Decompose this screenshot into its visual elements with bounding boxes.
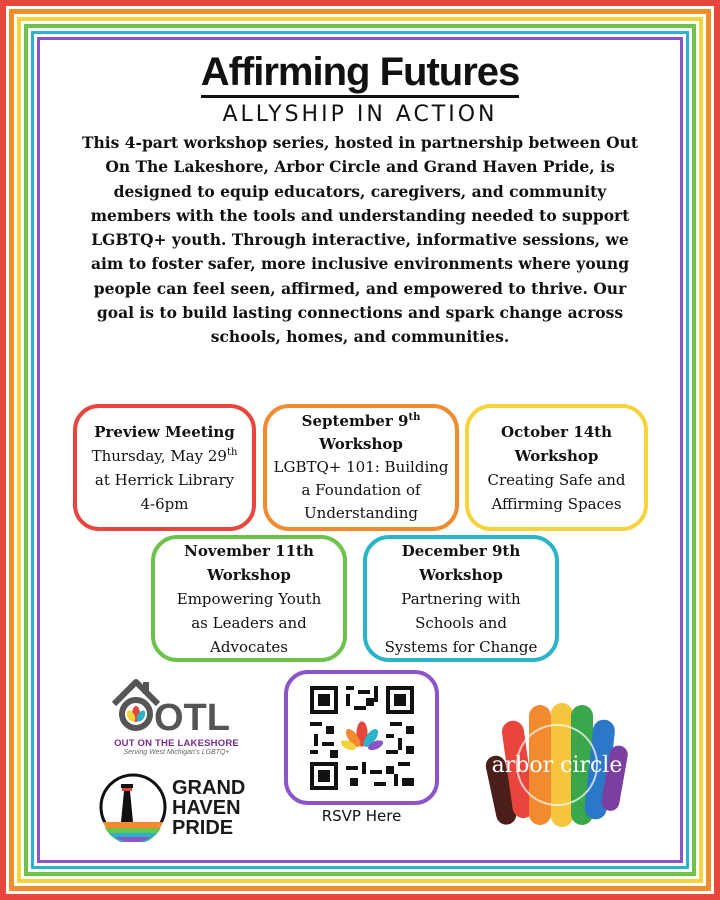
session-october	[465, 404, 648, 531]
session-topic-line: as Leaders and	[191, 613, 307, 632]
session-date: Thursday, May 29th	[91, 446, 238, 465]
session-time: 4-6pm	[140, 494, 189, 513]
qr-code[interactable]	[310, 686, 414, 790]
session-topic-line: Advocates	[210, 637, 288, 656]
session-heading: Preview Meeting	[94, 422, 235, 441]
session-september	[263, 404, 459, 531]
session-preview-meeting	[73, 404, 256, 531]
session-type: Workshop	[319, 435, 403, 453]
session-topic-line: Systems for Change	[384, 637, 538, 656]
session-topic-line: Schools and	[415, 613, 507, 632]
session-heading: September 9th	[301, 412, 421, 430]
session-type: Workshop	[514, 446, 599, 465]
session-topic-line: LGBTQ+ 101: Building	[273, 458, 449, 476]
intro-paragraph: This 4-part workshop series, hosted in partnership between Out On The Lakeshore, Arbor Circle and Grand Haven Pride, is designed to equip educators, caregivers, and community members with the tools and understanding needed to support LGBTQ+ youth. Through interactive, informative sessions, we aim to foster safer, more inclusive environments where young people can feel seen, affirmed, and empowered to thrive. Our goal is to build lasting connections and spark change across schools, homes, and communities.	[81, 133, 639, 347]
session-topic-line: Affirming Spaces	[491, 494, 622, 513]
page-title: Affirming Futures	[0, 50, 720, 95]
session-heading: October 14th	[501, 422, 612, 441]
session-topic-line: Understanding	[304, 504, 418, 522]
session-location: at Herrick Library	[94, 470, 235, 489]
session-topic-line: Creating Safe and	[487, 470, 626, 489]
rsvp-label[interactable]: RSVP Here	[321, 807, 402, 825]
session-type: Workshop	[419, 565, 503, 584]
session-december	[363, 535, 559, 662]
grand-haven-pride-text: GRAND HAVEN PRIDE	[172, 777, 246, 839]
session-heading: November 11th	[184, 541, 314, 560]
session-topic-line: a Foundation of	[301, 481, 421, 499]
arbor-circle-text: arbor circle	[491, 753, 623, 778]
otl-text: OUT ON THE LAKESHORE Serving West Michigan's LGBTQ+	[114, 738, 239, 756]
page-subtitle: ALLYSHIP IN ACTION	[222, 102, 498, 127]
rsvp-qr-box[interactable]	[284, 670, 439, 805]
lighthouse-icon	[101, 775, 165, 842]
session-november	[151, 535, 347, 662]
session-type: Workshop	[207, 565, 291, 584]
lotus-icon	[339, 718, 384, 758]
session-topic-line: Empowering Youth	[176, 589, 322, 608]
session-topic-line: Partnering with	[401, 589, 521, 608]
lotus-icon	[125, 706, 147, 723]
svg-text:OTL: OTL	[154, 697, 230, 739]
session-heading: December 9th	[401, 541, 521, 560]
